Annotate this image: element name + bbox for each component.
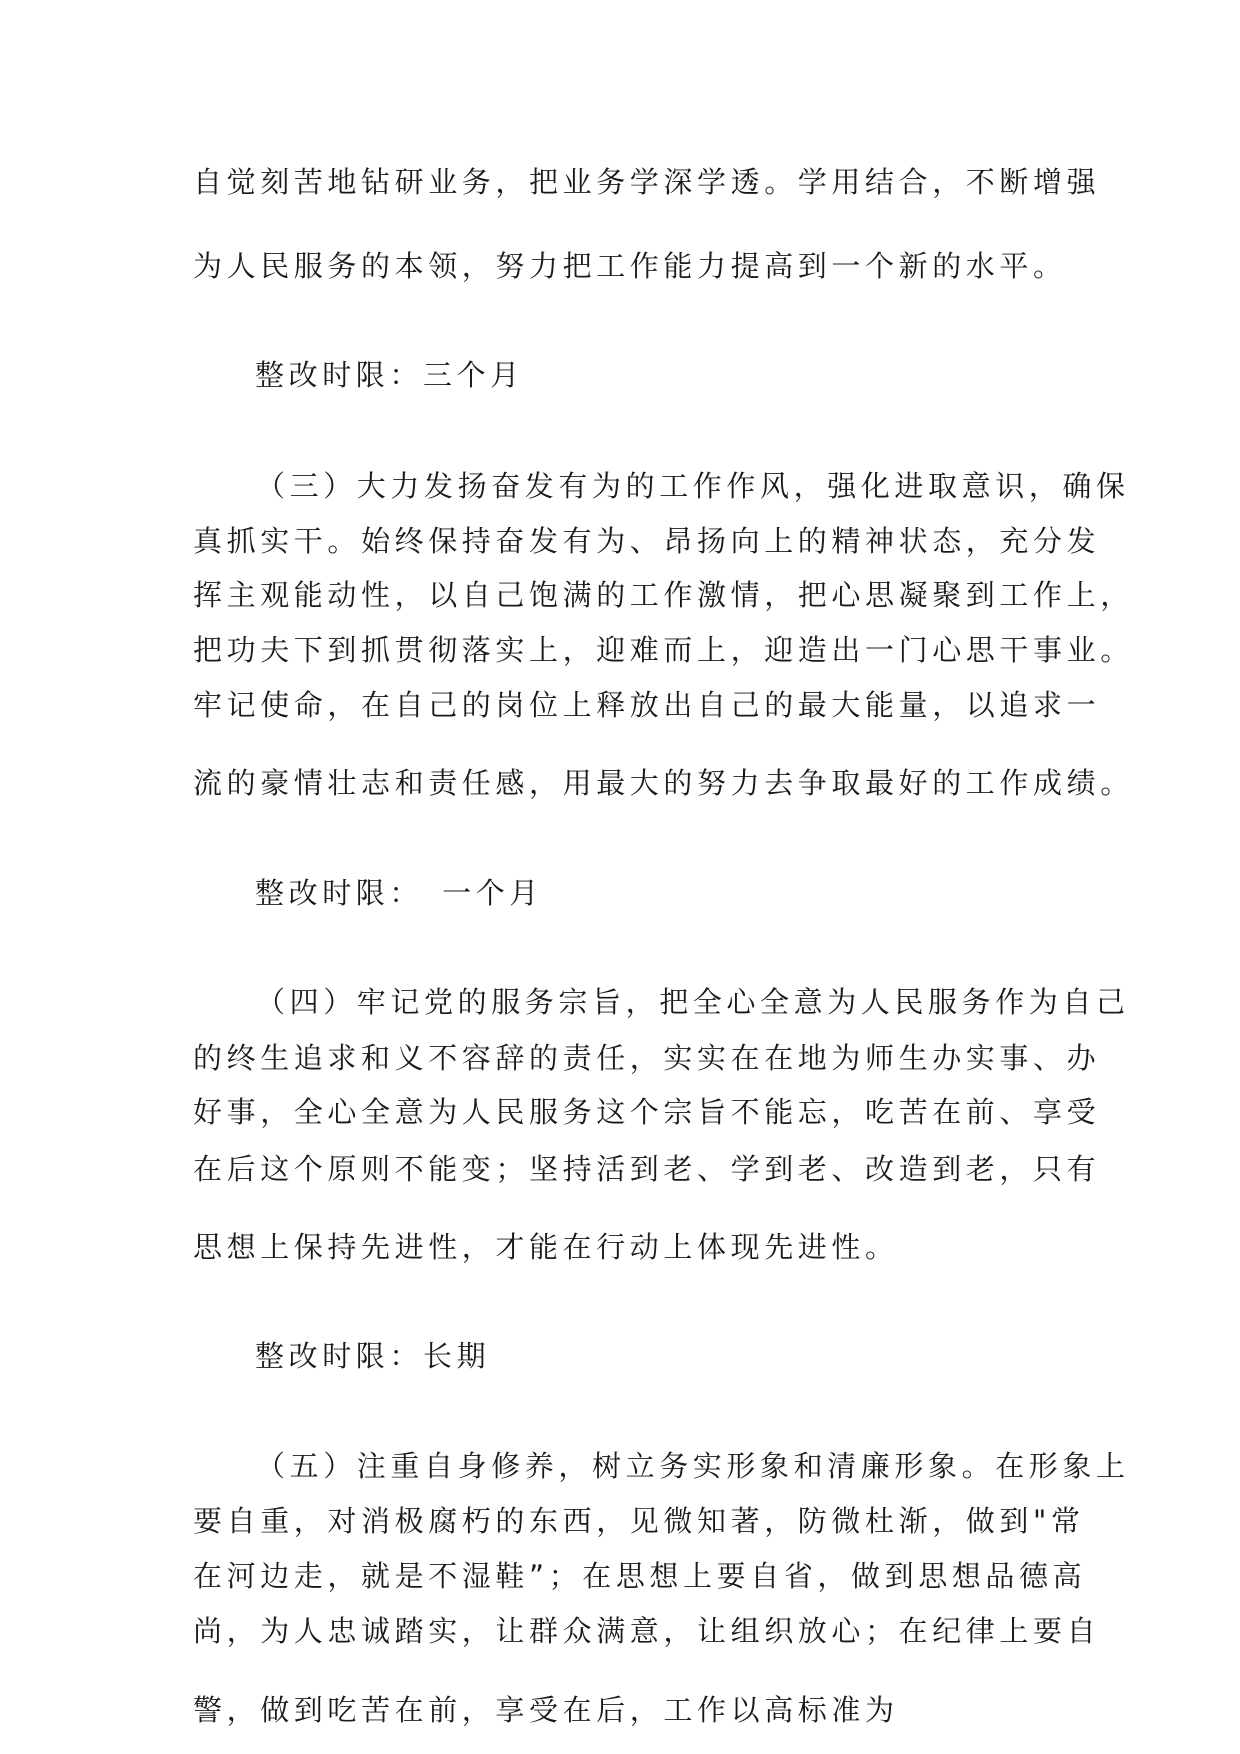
- deadline-line-1: 整改时限：三个月: [255, 358, 524, 392]
- paragraph-line: 警，做到吃苦在前，享受在后，工作以高标准为: [193, 1693, 899, 1727]
- paragraph-line: 挥主观能动性，以自己饱满的工作激情，把心思凝聚到工作上，: [193, 578, 1134, 612]
- paragraph-line: 要自重，对消极腐朽的东西，见微知著，防微杜渐，做到"常: [193, 1504, 1085, 1538]
- deadline-line-3: 整改时限：长期: [255, 1339, 491, 1373]
- paragraph-line: 在河边走，就是不湿鞋”；在思想上要自省，做到思想品德高: [193, 1559, 1087, 1593]
- section-four-heading: （四）牢记党的服务宗旨，把全心全意为人民服务作为自己: [256, 985, 1130, 1019]
- paragraph-line: 思想上保持先进性，才能在行动上体现先进性。: [193, 1230, 899, 1264]
- paragraph-line: 真抓实干。始终保持奋发有为、昂扬向上的精神状态，充分发: [193, 524, 1101, 558]
- paragraph-line: 好事，全心全意为人民服务这个宗旨不能忘，吃苦在前、享受: [193, 1095, 1101, 1129]
- paragraph-line: 为人民服务的本领，努力把工作能力提高到一个新的水平。: [193, 249, 1067, 283]
- paragraph-line: 的终生追求和义不容辞的责任，实实在在地为师生办实事、办: [193, 1041, 1101, 1075]
- paragraph-line: 自觉刻苦地钻研业务，把业务学深学透。学用结合，不断增强: [193, 165, 1101, 199]
- paragraph-line: 在后这个原则不能变；坚持活到老、学到老、改造到老，只有: [193, 1152, 1101, 1186]
- paragraph-line: 尚，为人忠诚踏实，让群众满意，让组织放心；在纪律上要自: [193, 1614, 1101, 1648]
- section-three-heading: （三）大力发扬奋发有为的工作作风，强化进取意识，确保: [256, 469, 1130, 503]
- paragraph-line: 把功夫下到抓贯彻落实上，迎难而上，迎造出一门心思干事业。: [193, 633, 1134, 667]
- paragraph-line: 流的豪情壮志和责任感，用最大的努力去争取最好的工作成绩。: [193, 766, 1134, 800]
- deadline-line-2: 整改时限： 一个月: [255, 876, 543, 910]
- paragraph-line: 牢记使命，在自己的岗位上释放出自己的最大能量，以追求一: [193, 688, 1101, 722]
- section-five-heading: （五）注重自身修养，树立务实形象和清廉形象。在形象上: [256, 1449, 1130, 1483]
